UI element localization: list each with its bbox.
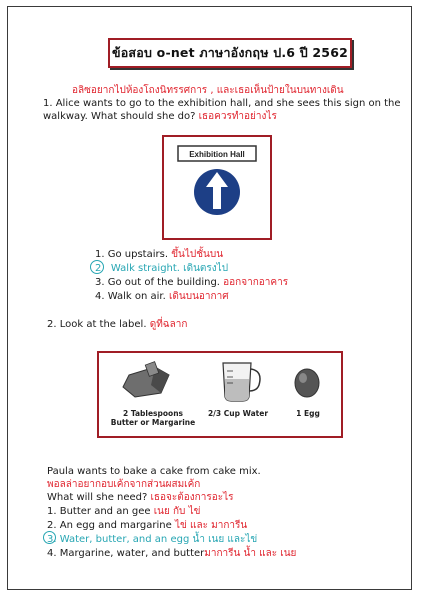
q1-question-line1: 1. Alice wants to go to the exhibition hall, and she sees this sign on the — [43, 98, 401, 109]
q1-option-3: 3. Go out of the building. ออกจากอาคาร — [95, 277, 289, 288]
label-water-caption: 2/3 Cup Water — [207, 409, 269, 418]
butter-icon — [123, 362, 169, 397]
label-butter-caption: 2 Tablespoons Butter or Margarine — [110, 409, 196, 427]
measuring-cup-icon — [223, 363, 260, 401]
q2-option-1: 1. Butter and an gee เนย กับ ไข่ — [47, 506, 201, 517]
page-title: ข้อสอบ o-net ภาษาอังกฤษ ป.6 ปี 2562 — [111, 45, 349, 60]
q1-thai-intro: อลิซอยากไปห้องโถงนิทรรศการ , และเธอเห็นป้ายในบนทางเดิน — [72, 85, 344, 96]
exhibition-sign-image — [164, 137, 270, 238]
exhibition-sign-frame — [162, 135, 272, 240]
q1-option-2: 2 Walk straight. เดินตรงไป — [95, 263, 229, 274]
q1-question-thai: เธอควรทำอย่างไร — [198, 111, 277, 122]
egg-icon — [295, 369, 319, 397]
q2-scenario-thai: พอลล่าอยากอบเค้กจากส่วนผสมเค้ก — [47, 479, 201, 490]
q2-prompt: 2. Look at the label. ดูที่ฉลาก — [47, 319, 188, 330]
q2-option-4: 4. Margarine, water, and butterมาการีน น้ำ และ เนย — [47, 548, 297, 559]
cake-label-frame — [97, 351, 343, 438]
sign-text: Exhibition Hall — [189, 150, 245, 159]
q2-option-2: 2. An egg and margarine ไข่ และ มาการีน — [47, 520, 248, 531]
title-box — [108, 38, 352, 68]
q1-option-1: 1. Go upstairs. ขึ้นไปชั้นบน — [95, 249, 224, 260]
q2-option-3: 3. Water, butter, and an egg น้ำ เนย และไข่ — [47, 534, 258, 545]
q2-scenario: Paula wants to bake a cake from cake mix. — [47, 466, 261, 477]
q1-option-4: 4. Walk on air. เดินบนอากาศ — [95, 291, 229, 302]
q2-question: What will she need? เธอจะต้องการอะไร — [47, 492, 234, 503]
q1-question-line2: walkway. What should she do? — [43, 111, 196, 122]
label-egg-caption: 1 Egg — [296, 409, 320, 418]
q1-question-line2-wrap — [43, 110, 277, 123]
